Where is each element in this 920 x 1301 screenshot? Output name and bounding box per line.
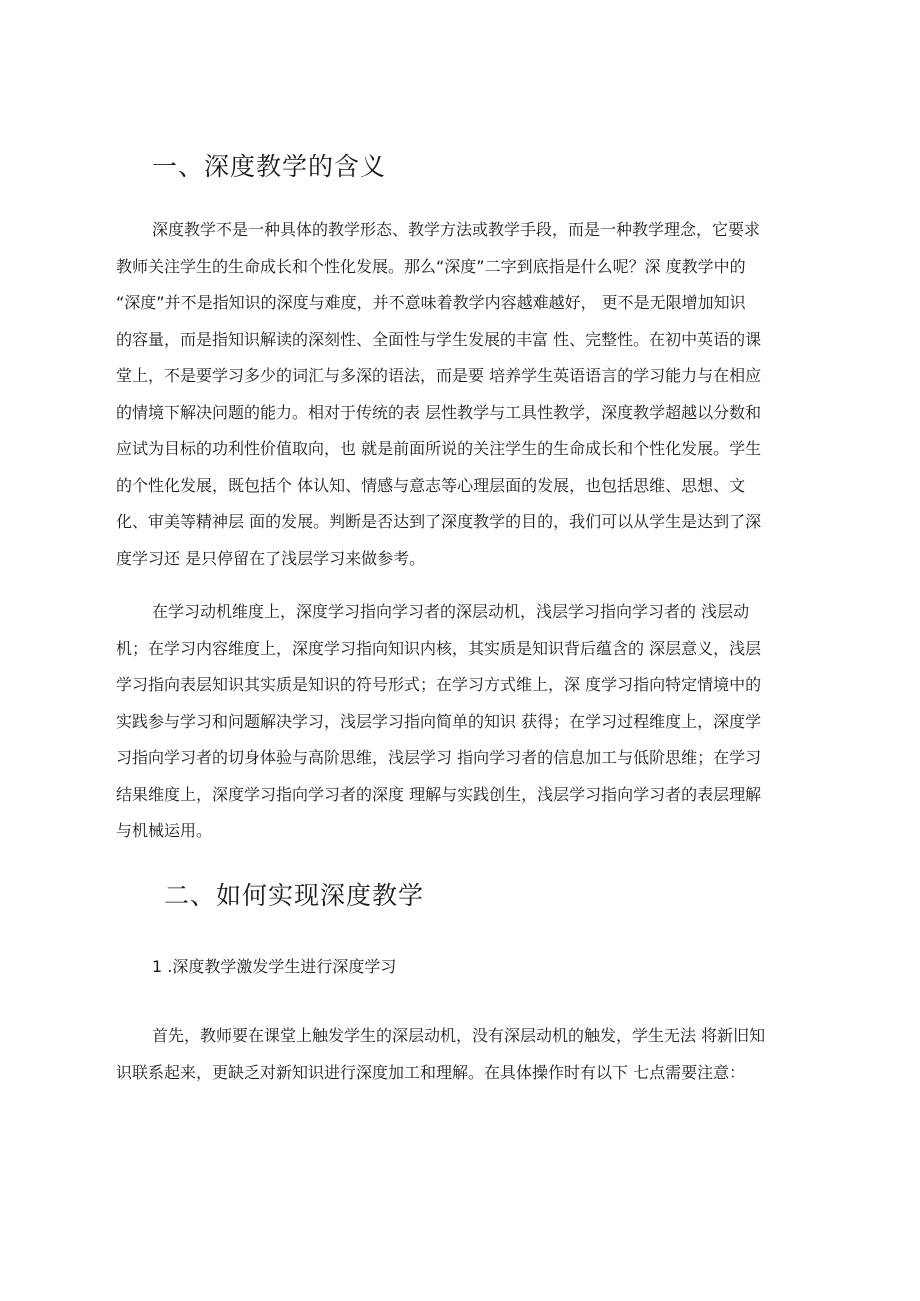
text-line: 化、审美等精神层 面的发展。判断是否达到了深度教学的目的，我们可以从学生是达到了深 (116, 512, 762, 531)
section-1-paragraph-1 (116, 212, 806, 577)
text-line: 学习指向表层知识其实质是知识的符号形式；在学习方式维上，深 度学习指向特定情境中的 (116, 675, 762, 694)
text-line: 实践参与学习和问题解决学习，浅层学习指向简单的知识 获得；在学习过程维度上，深度学 (116, 711, 762, 731)
text-line: 堂上，不是要学习多少的词汇与多深的语法，而是要 培养学生英语语言的学习能力与在相应 (116, 366, 762, 385)
text-line: 识联系起来，更缺乏对新知识进行深度加工和理解。在具体操作时有以下 七点需要注意： (116, 1062, 746, 1082)
section-1-paragraph-2 (116, 594, 806, 850)
text-line: “深度”并不是指知识的深度与难度，并不意味着教学内容越难越好， 更不是无限增加知识 (116, 293, 746, 312)
text-line: 首先，教师要在课堂上触发学生的深层动机，没有深层动机的触发，学生无法 将新旧知 (152, 1026, 766, 1045)
text-line: 在学习动机维度上，深度学习指向学习者的深层动机，浅层学习指向学习者的 浅层动 (152, 602, 750, 621)
subsection-1-heading: 1 .深度教学激发学生进行深度学习 (152, 957, 397, 976)
section-2-heading: 二、如何实现深度教学 (164, 881, 425, 910)
text-line: 的情境下解决问题的能力。相对于传统的表 层性教学与工具性教学，深度教学超越以分数和 (116, 402, 762, 422)
section-2-paragraph-1 (116, 1018, 806, 1091)
text-line: 与机械运用。 (116, 821, 213, 840)
section-1-heading: 一、深度教学的含义 (152, 152, 387, 181)
text-line: 机；在学习内容维度上，深度学习指向知识内核，其实质是知识背后蕴含的 深层意义，浅层 (116, 638, 762, 658)
text-line: 深度教学不是一种具体的教学形态、教学方法或教学手段，而是一种教学理念，它要求 (152, 220, 761, 239)
text-line: 的个性化发展，既包括个 体认知、情感与意志等心理层面的发展，也包括思维、思想、文 (116, 475, 746, 495)
text-line: 度学习还 是只停留在了浅层学习来做参考。 (116, 548, 426, 568)
text-line: 的容量，而是指知识解读的深刻性、全面性与学生发展的丰富 性、完整性。在初中英语的课 (116, 329, 762, 349)
text-line: 教师关注学生的生命成长和个性化发展。那么“深度”二字到底指是什么呢？深 度教学中的 (116, 256, 746, 276)
text-line: 习指向学习者的切身体验与高阶思维，浅层学习 指向学习者的信息加工与低阶思维；在学习 (116, 748, 762, 767)
text-line: 应试为目标的功利性价值取向，也 就是前面所说的关注学生的生命成长和个性化发展。学生 (116, 439, 762, 458)
text-line: 结果维度上，深度学习指向学习者的深度 理解与实践创生，浅层学习指向学习者的表层理解 (116, 784, 762, 804)
